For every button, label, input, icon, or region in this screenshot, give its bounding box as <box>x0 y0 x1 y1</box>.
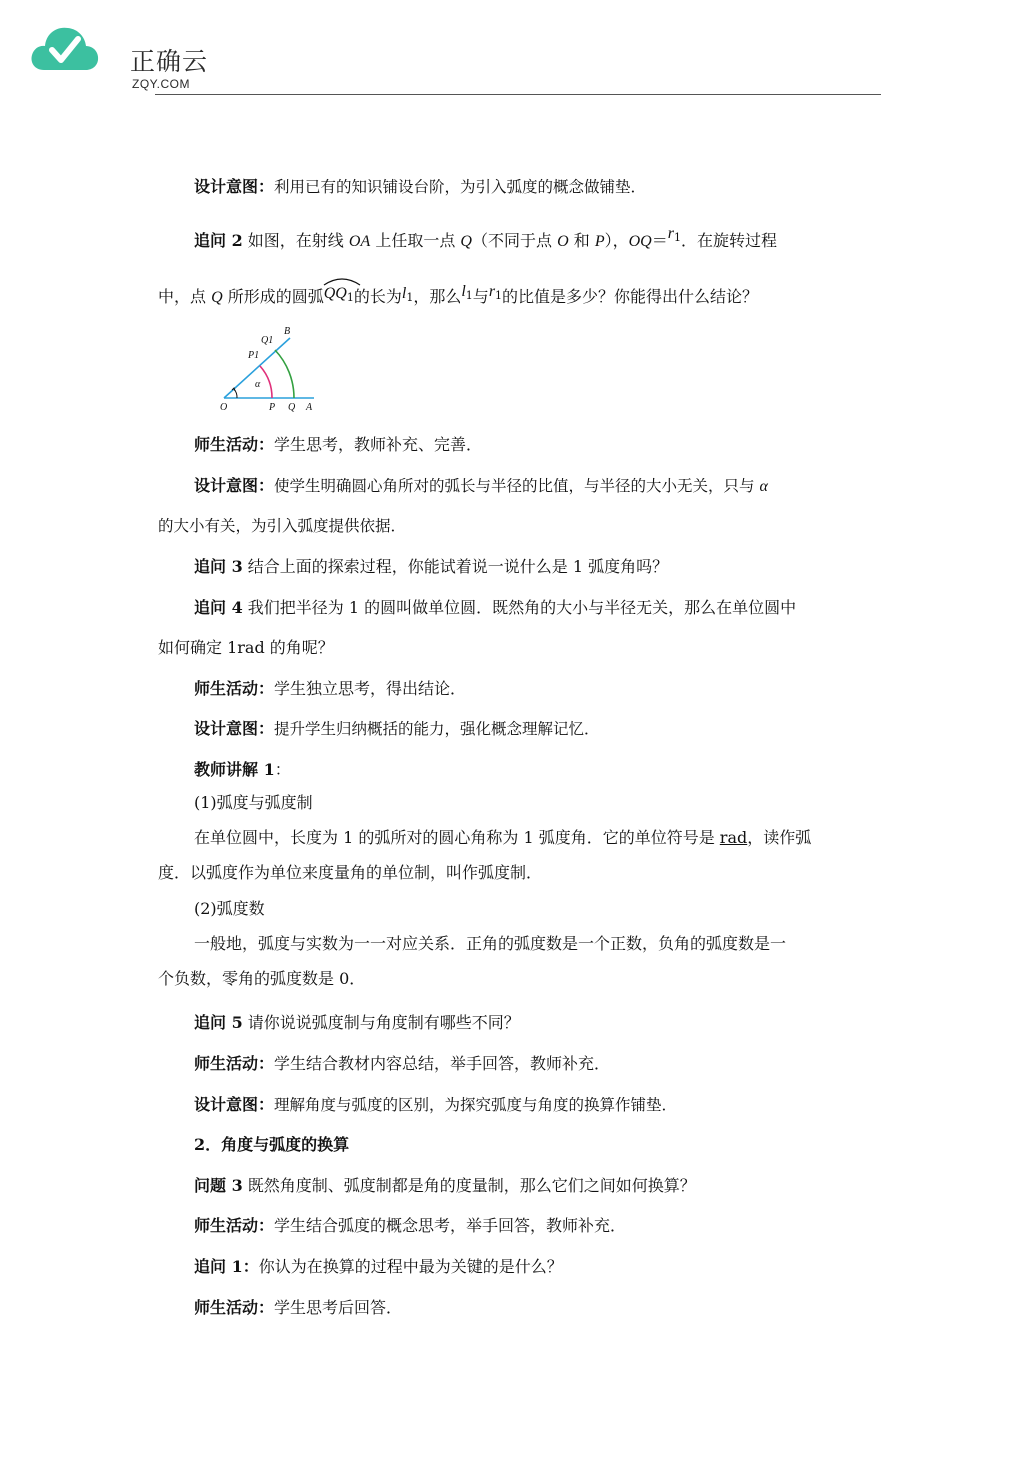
text: ．在旋转过程 <box>680 231 777 250</box>
label-q: Q <box>288 402 296 413</box>
text: (1)弧度与弧度制 <box>194 793 313 812</box>
arc-qq1 <box>275 350 294 398</box>
paragraph-question-3 <box>194 1175 696 1197</box>
arc-hat-icon <box>323 276 361 286</box>
text: 在单位圆中，长度为 1 的弧所对的圆心角称为 1 弧度角．它的单位符号是 <box>194 828 720 847</box>
subheading-radian-measure <box>194 898 265 920</box>
text: 上任取一点 <box>370 231 461 250</box>
paragraph-follow-up-5 <box>194 1012 520 1034</box>
paragraph-design-intent-1 <box>194 176 646 198</box>
subscript: 1 <box>495 289 503 302</box>
text: 如何确定 1rad 的角呢？ <box>158 638 334 657</box>
l: l <box>401 285 407 302</box>
subscript: 1 <box>673 231 681 244</box>
label-p1: P1 <box>248 350 260 361</box>
math-l1 <box>461 281 472 300</box>
section-heading-conversion <box>194 1134 349 1156</box>
subscript: 1 <box>346 291 354 304</box>
label-q1: Q1 <box>261 335 274 346</box>
text: ＝ <box>651 231 668 250</box>
paragraph-activity-4 <box>194 1215 626 1237</box>
paragraph-design-intent-3 <box>194 718 600 740</box>
text: 的长为 <box>353 287 402 306</box>
text: 使学生明确圆心角所对的弧长与半径的比值，与半径的大小无关，只与 <box>274 477 760 495</box>
paragraph-design-intent-2 <box>194 475 768 498</box>
paragraph-activity-1 <box>194 434 482 456</box>
text: 的比值是多少？你能得出什么结论？ <box>502 287 759 306</box>
label: 师生活动： <box>194 1216 275 1235</box>
text-rad: rad <box>719 828 748 847</box>
angle-figure <box>214 322 324 414</box>
text: 中，点 <box>158 287 212 306</box>
text: 利用已有的知识铺设台阶，为引入弧度的概念做铺垫． <box>274 178 647 196</box>
math-p: P <box>594 233 605 250</box>
text: 提升学生归纳概括的能力，强化概念理解记忆． <box>274 720 600 738</box>
math-r1 <box>489 281 502 300</box>
math-o: O <box>557 233 569 250</box>
label-b: B <box>284 326 291 337</box>
r: r <box>667 225 674 242</box>
label: 设计意图： <box>194 476 275 495</box>
paragraph-follow-up-1 <box>194 1256 563 1278</box>
label-alpha: α <box>255 379 261 390</box>
label: 追问 5 <box>194 1013 243 1032</box>
label: 师生活动： <box>194 1298 275 1317</box>
paragraph-follow-up-2 <box>194 225 777 257</box>
r: r <box>488 283 496 300</box>
text: 和 <box>568 231 595 250</box>
text: 个负数，零角的弧度数是 0． <box>158 969 366 988</box>
label: 师生活动： <box>194 679 275 698</box>
text: 请你说说弧度制与角度制有哪些不同？ <box>242 1013 520 1032</box>
text: 理解角度与弧度的区别，为探究弧度与角度的换算作铺垫． <box>274 1096 678 1114</box>
paragraph-design-intent-4 <box>194 1094 677 1116</box>
math-q: Q <box>460 233 472 250</box>
paragraph-radian-definition <box>194 827 811 849</box>
paragraph-activity-2 <box>194 678 466 700</box>
teacher-explanation-heading <box>194 759 291 781</box>
paragraph-follow-up-2-cont <box>158 283 759 313</box>
paragraph-activity-5 <box>194 1297 402 1319</box>
paragraph-design-intent-2-cont <box>158 515 406 537</box>
paragraph-activity-3 <box>194 1053 610 1075</box>
text: 的大小有关，为引入弧度提供依据． <box>158 517 407 535</box>
text: 你认为在换算的过程中最为关键的是什么？ <box>258 1257 563 1276</box>
text: ，读作弧 <box>747 828 812 847</box>
text: (2)弧度数 <box>194 899 265 918</box>
text: 既然角度制、弧度制都是角的度量制，那么它们之间如何换算？ <box>242 1176 696 1195</box>
paragraph-follow-up-3 <box>194 556 668 578</box>
math-q: Q <box>211 289 223 306</box>
text: ）， <box>604 231 629 250</box>
l: l <box>461 283 466 300</box>
text: 学生独立思考，得出结论． <box>274 679 467 698</box>
label: 师生活动： <box>194 435 275 454</box>
math-alpha: α <box>759 478 768 495</box>
text: 如图，在射线 <box>242 231 349 250</box>
label: 师生活动： <box>194 1054 275 1073</box>
arc-pp1 <box>260 366 272 398</box>
text: 学生思考后回答． <box>274 1298 403 1317</box>
label: 设计意图： <box>194 1095 275 1114</box>
logo-domain-text: ZQY.COM <box>132 77 190 91</box>
text: 学生结合教材内容总结，举手回答，教师补充． <box>274 1054 611 1073</box>
subscript: 1 <box>465 289 473 302</box>
cloud-check-icon <box>30 22 100 74</box>
text: 我们把半径为 1 的圆叫做单位圆．既然角的大小与半径无关，那么在单位圆中 <box>242 598 797 617</box>
label-o: O <box>220 402 228 413</box>
text: 度．以弧度作为单位来度量角的单位制，叫作弧度制． <box>158 863 543 882</box>
label: 设计意图： <box>194 177 275 196</box>
label: 追问 4 <box>194 598 243 617</box>
math-oa: OA <box>348 233 371 250</box>
radian-diagram <box>214 322 324 414</box>
text: ，那么 <box>413 287 462 306</box>
label: 追问 1： <box>194 1257 259 1276</box>
paragraph-radian-measure-cont <box>158 968 365 990</box>
math-l1 <box>402 283 413 302</box>
math-r1 <box>668 223 681 242</box>
subheading-radian-system <box>194 792 313 814</box>
arc-letters: QQ <box>323 285 347 302</box>
label: 追问 2 <box>194 231 243 250</box>
brand-logo <box>30 22 230 91</box>
header-divider <box>155 94 881 95</box>
text: 一般地，弧度与实数为一一对应关系．正角的弧度数是一个正数，负角的弧度数是一 <box>194 934 787 953</box>
text: ： <box>274 760 291 779</box>
subscript: 1 <box>406 291 414 304</box>
text: 所形成的圆弧 <box>222 287 324 306</box>
paragraph-radian-measure <box>194 933 786 955</box>
text: 学生结合弧度的概念思考，举手回答，教师补充． <box>274 1216 627 1235</box>
math-oq: OQ <box>628 233 652 250</box>
label: 追问 3 <box>194 557 243 576</box>
paragraph-radian-definition-cont <box>158 862 542 884</box>
label-p: P <box>269 402 276 413</box>
label: 问题 3 <box>194 1176 243 1195</box>
label-a: A <box>306 402 313 413</box>
logo-chinese-text: 正确云 <box>130 47 209 76</box>
label: 教师讲解 1 <box>194 760 275 779</box>
paragraph-follow-up-4 <box>194 597 796 619</box>
text: 2．角度与弧度的换算 <box>194 1135 350 1154</box>
text: 结合上面的探索过程，你能试着说一说什么是 1 弧度角吗？ <box>242 557 669 576</box>
text: （不同于点 <box>471 231 558 250</box>
text: 学生思考，教师补充、完善． <box>274 435 483 454</box>
text: 与 <box>472 287 489 306</box>
math-arc-qq1 <box>324 282 354 309</box>
label: 设计意图： <box>194 719 275 738</box>
paragraph-follow-up-4-cont <box>158 637 334 659</box>
